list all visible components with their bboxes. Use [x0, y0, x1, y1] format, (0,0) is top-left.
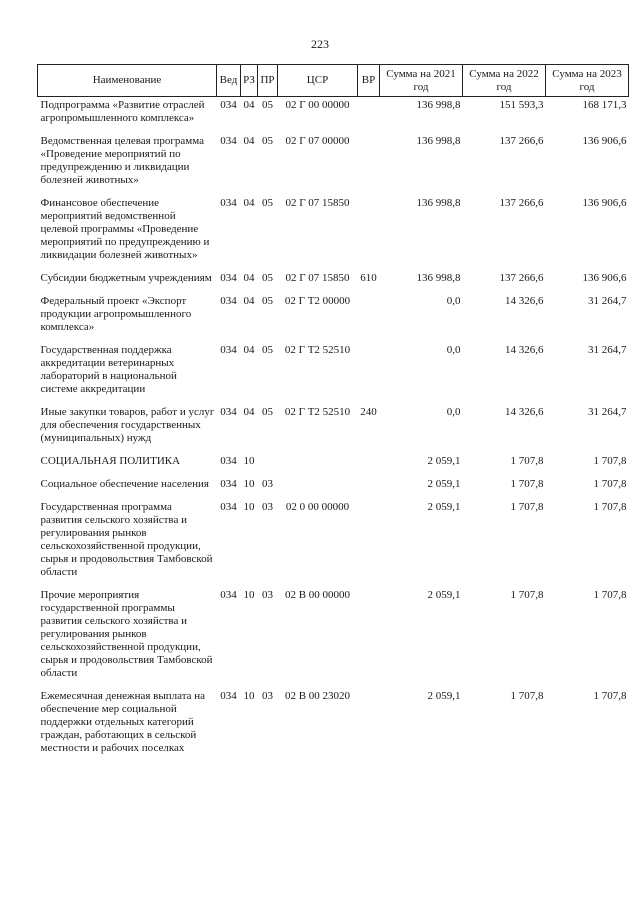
row-sum-2021: 2 059,1 [427, 455, 461, 467]
row-pr: 05 [262, 406, 273, 418]
row-rz: 10 [243, 455, 255, 467]
row-sum-2023: 136 906,6 [582, 197, 627, 209]
row-sum-2021: 136 998,8 [416, 99, 461, 111]
row-sum-2023: 1 707,8 [593, 589, 627, 601]
row-ved: 034 [220, 690, 237, 702]
row-pr: 05 [262, 344, 273, 356]
row-sum-2021: 0,0 [446, 406, 461, 418]
row-sum-2021: 2 059,1 [427, 690, 461, 702]
row-sum-2022: 14 326,6 [505, 295, 544, 307]
table-row [38, 270, 629, 293]
row-ved: 034 [220, 99, 237, 111]
row-sum-2023: 1 707,8 [593, 501, 627, 513]
row-name: Социальное обеспечение населения [40, 478, 209, 490]
row-sum-2022: 137 266,6 [499, 135, 544, 147]
table-row [38, 293, 629, 342]
header-pr: ПР [258, 65, 278, 97]
row-vr [358, 342, 380, 404]
row-sum-2022: 14 326,6 [505, 344, 544, 356]
header-vr: ВР [358, 65, 380, 97]
row-rz: 04 [243, 272, 255, 284]
row-ved: 034 [220, 478, 237, 490]
row-sum-2023: 31 264,7 [588, 344, 627, 356]
row-sum-2021: 0,0 [446, 344, 461, 356]
row-sum-2022: 1 707,8 [510, 478, 544, 490]
row-csr: 02 Г 07 15850 [285, 272, 350, 284]
row-csr: 02 Г Т2 52510 [284, 344, 351, 356]
row-sum-2023: 136 906,6 [582, 272, 627, 284]
row-sum-2021: 136 998,8 [416, 135, 461, 147]
row-ved: 034 [220, 406, 237, 418]
row-csr: 02 0 00 00000 [285, 501, 350, 513]
row-csr: 02 Г Т2 52510 [284, 406, 351, 418]
row-ved: 034 [220, 501, 237, 513]
row-name: Прочие мероприятия государственной программы развития сельского хозяйства и регулирования рынков сельскохозяйственной продукции, сырья и продовольствия Тамбовской области [40, 589, 213, 679]
page-number: 223 [311, 37, 329, 51]
table-row [38, 688, 629, 763]
row-name: Подпрограмма «Развитие отраслей агропромышленного комплекса» [40, 99, 205, 124]
row-name: Государственная программа развития сельского хозяйства и регулирования рынков сельскохозяйственной продукции, сырья и продовольствия Тамбовской области [40, 501, 213, 578]
row-name: Государственная поддержка аккредитации ветеринарных лабораторий в национальной системе аккредитации [40, 344, 177, 395]
row-ved: 034 [220, 135, 237, 147]
row-sum-2022: 151 593,3 [499, 99, 544, 111]
header-sum-2022: Сумма на 2022 год [463, 65, 546, 97]
table-row [38, 587, 629, 688]
row-sum-2022: 1 707,8 [510, 455, 544, 467]
row-pr: 03 [262, 690, 273, 702]
row-sum-2023: 31 264,7 [588, 406, 627, 418]
row-sum-2021: 0,0 [446, 295, 461, 307]
row-csr [278, 476, 358, 499]
row-name: Ежемесячная денежная выплата на обеспечение мер социальной поддержки отдельных категорий граждан, работающих в сельской местности и рабочих поселках [40, 690, 206, 754]
row-vr [358, 499, 380, 587]
row-vr [358, 195, 380, 270]
row-pr: 03 [262, 501, 273, 513]
row-csr: 02 Г 07 00000 [285, 135, 350, 147]
row-sum-2023: 168 171,3 [582, 99, 627, 111]
row-pr: 05 [262, 99, 273, 111]
row-rz: 04 [243, 135, 255, 147]
row-sum-2021: 2 059,1 [427, 501, 461, 513]
row-name: Субсидии бюджетным учреждениям [40, 272, 212, 284]
row-name: Финансовое обеспечение мероприятий ведомственной целевой программы «Проведение мероприятий по предупреждению и ликвидации болезней животных» [40, 197, 210, 261]
row-ved: 034 [220, 589, 237, 601]
row-ved: 034 [220, 272, 237, 284]
row-sum-2022: 137 266,6 [499, 272, 544, 284]
row-vr [358, 293, 380, 342]
table-row [38, 404, 629, 453]
row-sum-2023: 136 906,6 [582, 135, 627, 147]
row-csr [278, 453, 358, 476]
row-sum-2021: 136 998,8 [416, 197, 461, 209]
row-rz: 10 [243, 501, 255, 513]
table-row [38, 499, 629, 587]
row-csr: 02 Г Т2 00000 [284, 295, 351, 307]
row-csr: 02 Г 00 00000 [285, 99, 350, 111]
row-pr [258, 453, 278, 476]
row-sum-2023: 31 264,7 [588, 295, 627, 307]
budget-table [37, 64, 629, 763]
row-pr: 05 [262, 197, 273, 209]
row-sum-2021: 136 998,8 [416, 272, 461, 284]
row-vr: 610 [360, 272, 377, 284]
row-vr [358, 476, 380, 499]
row-sum-2022: 1 707,8 [510, 501, 544, 513]
header-sum-2021: Сумма на 2021 год [380, 65, 463, 97]
row-ved: 034 [220, 295, 237, 307]
row-name: Федеральный проект «Экспорт продукции агропромышленного комплекса» [40, 295, 192, 333]
row-pr: 05 [262, 272, 273, 284]
row-sum-2023: 1 707,8 [593, 690, 627, 702]
header-rz: РЗ [241, 65, 258, 97]
row-sum-2021: 2 059,1 [427, 478, 461, 490]
row-pr: 05 [262, 135, 273, 147]
row-csr: 02 В 00 00000 [284, 589, 351, 601]
row-vr [358, 688, 380, 763]
header-csr: ЦСР [278, 65, 358, 97]
table-row [38, 195, 629, 270]
row-name: СОЦИАЛЬНАЯ ПОЛИТИКА [40, 455, 181, 467]
row-vr [358, 97, 380, 134]
row-sum-2022: 14 326,6 [505, 406, 544, 418]
row-csr: 02 Г 07 15850 [285, 197, 350, 209]
row-sum-2023: 1 707,8 [593, 455, 627, 467]
row-rz: 04 [243, 99, 255, 111]
table-row [38, 476, 629, 499]
table-header-row [38, 65, 629, 97]
row-rz: 04 [243, 344, 255, 356]
table-row [38, 453, 629, 476]
row-sum-2022: 137 266,6 [499, 197, 544, 209]
row-pr: 03 [262, 589, 273, 601]
row-csr: 02 В 00 23020 [284, 690, 351, 702]
table-row [38, 133, 629, 195]
row-sum-2022: 1 707,8 [510, 690, 544, 702]
row-pr: 05 [262, 295, 273, 307]
row-ved: 034 [220, 197, 237, 209]
row-vr [358, 453, 380, 476]
header-name: Наименование [38, 65, 217, 97]
table-row [38, 342, 629, 404]
row-rz: 10 [243, 690, 255, 702]
row-name: Ведомственная целевая программа «Проведение мероприятий по предупреждению и ликвидации болезней животных» [40, 135, 204, 186]
row-sum-2021: 2 059,1 [427, 589, 461, 601]
row-rz: 04 [243, 197, 255, 209]
row-sum-2023: 1 707,8 [593, 478, 627, 490]
row-rz: 04 [243, 295, 255, 307]
row-ved: 034 [220, 455, 237, 467]
row-ved: 034 [220, 344, 237, 356]
row-name: Иные закупки товаров, работ и услуг для обеспечения государственных (муниципальных) нужд [40, 406, 215, 444]
header-sum-2023: Сумма на 2023 год [546, 65, 629, 97]
row-rz: 10 [243, 478, 255, 490]
row-vr [358, 587, 380, 688]
row-vr: 240 [360, 406, 377, 418]
table-row [38, 97, 629, 134]
row-vr [358, 133, 380, 195]
header-ved: Вед [217, 65, 241, 97]
row-sum-2022: 1 707,8 [510, 589, 544, 601]
row-rz: 10 [243, 589, 255, 601]
row-pr: 03 [262, 478, 273, 490]
row-rz: 04 [243, 406, 255, 418]
